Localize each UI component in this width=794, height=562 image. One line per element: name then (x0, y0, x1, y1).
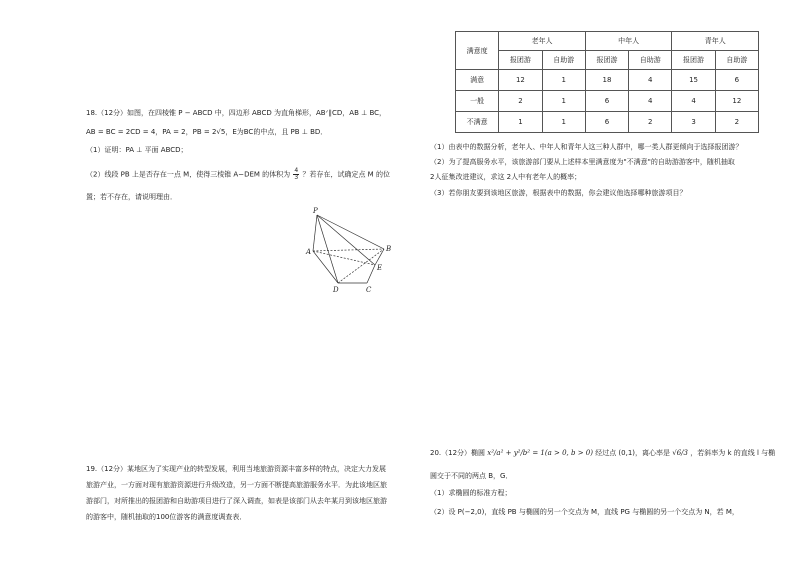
q20-line1-b: 经过点 (0,1)，离心率是 (595, 449, 671, 457)
q18-part2-a: （2）线段 PB 上是否存在一点 M，使得三棱锥 A−DEM 的体积为 (86, 170, 291, 179)
table-row (456, 91, 759, 112)
table-cell: 2 (715, 112, 758, 133)
q19-line3: 游部门，对所推出的报团游和自助游项目进行了深入调查，如表是该部门从去年某月到该地区旅游 (86, 497, 387, 505)
q18-frac-den: 3 (294, 174, 299, 181)
q19-part2b: 2人征集改进建议，求这 2人中有老年人的概率； (430, 173, 582, 181)
label-P: P (313, 207, 318, 215)
table-cell: 1 (542, 112, 585, 133)
q19-part2a: （2）为了提高服务水平，该旅游部门要从上述样本里满意度为"不满意"的自助游游客中，随机抽取 (430, 158, 735, 166)
subheader: 报团游 (499, 51, 542, 70)
table-cell: 6 (715, 70, 758, 91)
table-corner: 满意度 (456, 32, 499, 70)
q18-frac-num: 4 (294, 167, 299, 174)
q19-line1: 19.（12分）某地区为了实现产业的转型发展，利用当地旅游资源丰富多样的特点，决定大力发展 (86, 465, 387, 473)
right-column (430, 0, 776, 562)
group-header-young: 青年人 (672, 32, 759, 51)
left-column (86, 0, 406, 562)
q19-line2: 旅游产业，一方面对现有旅游资源进行升级改造，另一方面不断提高旅游服务水平．为此该地区旅 (86, 481, 387, 489)
table-cell: 1 (542, 70, 585, 91)
row-label: 一般 (456, 91, 499, 112)
q18-part1: （1）证明：PA ⊥ 平面 ABCD； (86, 146, 188, 154)
q18-part2-c: 置；若不存在，请说明理由． (86, 193, 177, 201)
table-row (456, 112, 759, 133)
subheader: 自助游 (629, 51, 672, 70)
table-cell: 15 (672, 70, 715, 91)
q19-part3: （3）若你朋友要到该地区旅游，根据表中的数据，你会建议他选择哪种旅游项目？ (430, 189, 687, 197)
table-cell: 1 (499, 112, 542, 133)
group-header-elderly: 老年人 (499, 32, 586, 51)
table-cell: 3 (672, 112, 715, 133)
label-A: A (306, 248, 312, 256)
pyramid-figure (304, 206, 394, 296)
row-label: 不满意 (456, 112, 499, 133)
q20-line2: 圆交于不同的两点 B，G． (430, 472, 513, 480)
q20-part2: （2）设 P(−2,0)，直线 PB 与椭圆的另一个交点为 M，直线 PG 与椭圆的另一个交点为 N，若 M， (430, 508, 739, 516)
table-cell: 2 (629, 112, 672, 133)
label-C: C (366, 286, 372, 294)
table-cell: 6 (585, 91, 628, 112)
q20-line1-c: ，若斜率为 k 的直线 l 与椭 (690, 449, 776, 457)
label-D: D (333, 286, 339, 294)
q18-line1: 18.（12分）如图，在四棱锥 P − ABCD 中，四边形 ABCD 为直角梯形，ABᐟ∥CD，AB ⊥ BC， (86, 109, 387, 117)
table-cell: 12 (499, 70, 542, 91)
subheader: 自助游 (542, 51, 585, 70)
table-cell: 12 (715, 91, 758, 112)
table-row (456, 70, 759, 91)
label-B: B (386, 245, 392, 253)
table-cell: 4 (629, 91, 672, 112)
table-cell: 4 (629, 70, 672, 91)
subheader: 报团游 (672, 51, 715, 70)
q18-part2-line (86, 168, 390, 181)
label-E: E (377, 264, 383, 272)
subheader: 自助游 (715, 51, 758, 70)
group-header-middle: 中年人 (585, 32, 672, 51)
table-cell: 6 (585, 112, 628, 133)
ellipse-equation: x²/a² + y²/b² = 1(a > 0, b > 0) (487, 449, 593, 457)
table-cell: 4 (672, 91, 715, 112)
eccentricity: √6/3 (672, 449, 688, 457)
q18-line2: AB = BC = 2CD = 4，PA = 2，PB = 2√5，E为BC的中点，且 PB ⊥ BD． (86, 128, 328, 136)
satisfaction-table (455, 31, 759, 133)
q20-line1 (430, 449, 775, 458)
q18-part2-b: ？若存在，试确定点 M 的位 (302, 170, 390, 179)
q19-part1: （1）由表中的数据分析，老年人、中年人和青年人这三种人群中，哪一类人群更倾向于选择报团游？ (430, 143, 743, 151)
table-cell: 2 (499, 91, 542, 112)
q18-volume-fraction (293, 168, 299, 181)
q19-line4: 的游客中，随机抽取的100位游客的满意度调查表． (86, 513, 247, 521)
q20-part1: （1）求椭圆的标准方程； (430, 489, 512, 497)
table-cell: 18 (585, 70, 628, 91)
subheader: 报团游 (585, 51, 628, 70)
table-cell: 1 (542, 91, 585, 112)
q20-line1-a: 20.（12分）椭圆 (430, 449, 486, 457)
row-label: 满意 (456, 70, 499, 91)
